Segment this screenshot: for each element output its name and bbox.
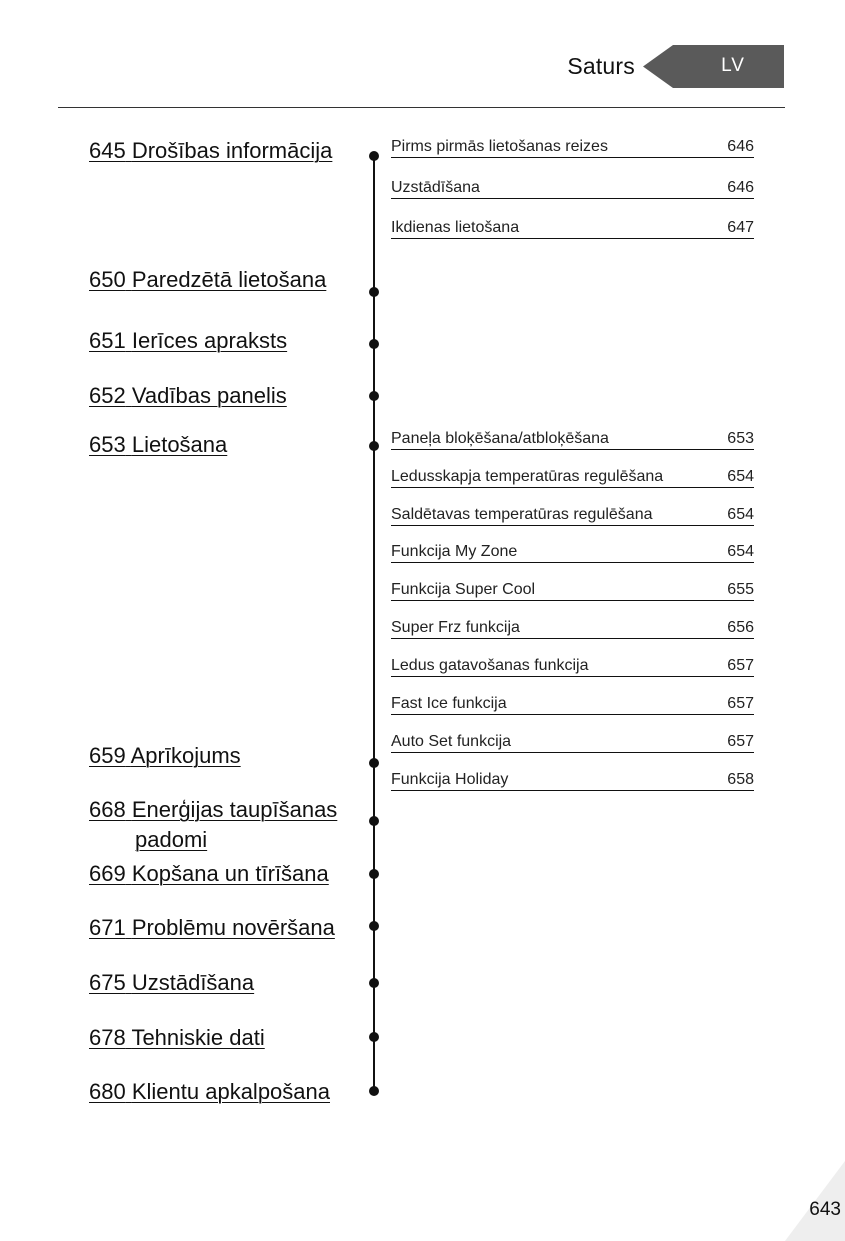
toc-dot bbox=[369, 391, 379, 401]
chapter-link-technical-data[interactable] bbox=[89, 1023, 359, 1053]
chapter-number: 669 bbox=[89, 861, 126, 886]
chapter-title: Lietošana bbox=[131, 432, 228, 457]
toc-dot bbox=[369, 1086, 379, 1096]
language-label: LV bbox=[721, 55, 745, 76]
chapter-link-operation[interactable] bbox=[89, 430, 359, 460]
chapter-title: Klientu apkalpošana bbox=[131, 1079, 330, 1104]
subsection-page: 654 bbox=[727, 506, 754, 523]
subsection-page: 657 bbox=[727, 695, 754, 712]
subsection-link[interactable] bbox=[391, 427, 754, 450]
page-title: Saturs bbox=[567, 53, 635, 79]
subsection-link[interactable] bbox=[391, 616, 754, 639]
subsection-link[interactable] bbox=[391, 540, 754, 563]
chapter-number: 659 bbox=[89, 743, 126, 768]
chapter-link-intended-use[interactable] bbox=[89, 265, 359, 295]
subsection-label: Ledusskapja temperatūras regulēšana bbox=[391, 468, 664, 485]
toc-dot bbox=[369, 151, 379, 161]
chapter-title: Uzstādīšana bbox=[131, 970, 255, 995]
chapter-title: Vadības panelis bbox=[131, 383, 287, 408]
subsection-link[interactable] bbox=[391, 135, 754, 158]
subsection-page: 646 bbox=[727, 138, 754, 155]
subsection-link[interactable] bbox=[391, 730, 754, 753]
subsection-label: Fast Ice funkcija bbox=[391, 695, 507, 712]
toc-dot bbox=[369, 978, 379, 988]
subsection-page: 654 bbox=[727, 543, 754, 560]
chapter-title: Enerģijas taupīšanas bbox=[131, 797, 338, 822]
subsection-label: Funkcija My Zone bbox=[391, 543, 518, 560]
chapter-link-troubleshooting[interactable] bbox=[89, 913, 359, 943]
chapter-number: 680 bbox=[89, 1079, 126, 1104]
subsection-link[interactable] bbox=[391, 654, 754, 677]
chapter-number: 675 bbox=[89, 970, 126, 995]
chapter-link-care-cleaning[interactable] bbox=[89, 859, 359, 889]
toc-dot bbox=[369, 441, 379, 451]
toc-dot bbox=[369, 921, 379, 931]
chapter-number: 652 bbox=[89, 383, 126, 408]
header-divider bbox=[58, 107, 785, 108]
page-number: 643 bbox=[809, 1199, 841, 1220]
subsection-link[interactable] bbox=[391, 578, 754, 601]
chapter-link-description[interactable] bbox=[89, 326, 359, 356]
chapter-link-control-panel[interactable] bbox=[89, 381, 359, 411]
subsection-label: Saldētavas temperatūras regulēšana bbox=[391, 506, 653, 523]
chapter-number: 645 bbox=[89, 138, 126, 163]
subsection-label: Super Frz funkcija bbox=[391, 619, 520, 636]
subsection-label: Auto Set funkcija bbox=[391, 733, 512, 750]
chapter-number: 651 bbox=[89, 328, 126, 353]
chapter-title: Aprīkojums bbox=[130, 743, 241, 768]
chapter-number: 678 bbox=[89, 1025, 126, 1050]
language-tab bbox=[643, 45, 784, 88]
toc-dot bbox=[369, 339, 379, 349]
subsection-page: 657 bbox=[727, 733, 754, 750]
chapter-link-customer-service[interactable] bbox=[89, 1077, 359, 1107]
chapter-title: Tehniskie dati bbox=[131, 1025, 265, 1050]
subsection-link[interactable] bbox=[391, 503, 754, 526]
subsection-label: Pirms pirmās lietošanas reizes bbox=[391, 138, 608, 155]
subsection-page: 654 bbox=[727, 468, 754, 485]
chapter-link-installation[interactable] bbox=[89, 968, 359, 998]
toc-dot bbox=[369, 816, 379, 826]
toc-dot bbox=[369, 758, 379, 768]
subsection-page: 647 bbox=[727, 219, 754, 236]
subsection-page: 656 bbox=[727, 619, 754, 636]
chapter-title: Problēmu novēršana bbox=[131, 915, 335, 940]
subsection-label: Uzstādīšana bbox=[391, 179, 480, 196]
subsection-page: 653 bbox=[727, 430, 754, 447]
subsection-page: 655 bbox=[727, 581, 754, 598]
chapter-link-safety[interactable] bbox=[89, 136, 359, 166]
chapter-title: Ierīces apraksts bbox=[131, 328, 288, 353]
subsection-link[interactable] bbox=[391, 216, 754, 239]
subsection-label: Funkcija Super Cool bbox=[391, 581, 536, 598]
chapter-title-line2: padomi bbox=[135, 827, 208, 852]
chapter-number: 650 bbox=[89, 267, 126, 292]
toc-dot bbox=[369, 287, 379, 297]
subsection-label: Ikdienas lietošana bbox=[391, 219, 520, 236]
subsection-link[interactable] bbox=[391, 176, 754, 199]
subsection-label: Ledus gatavošanas funkcija bbox=[391, 657, 589, 674]
subsection-page: 658 bbox=[727, 771, 754, 788]
subsection-label: Funkcija Holiday bbox=[391, 771, 509, 788]
toc-dot bbox=[369, 1032, 379, 1042]
chapter-title: Drošības informācija bbox=[131, 138, 333, 163]
chapter-link-accessories[interactable] bbox=[89, 741, 359, 771]
chapter-title: Paredzētā lietošana bbox=[131, 267, 327, 292]
toc-dot bbox=[369, 869, 379, 879]
chapter-number: 671 bbox=[89, 915, 126, 940]
subsection-label: Paneļa bloķēšana/atbloķēšana bbox=[391, 430, 609, 447]
chapter-link-energy-tips[interactable] bbox=[89, 795, 359, 855]
subsection-link[interactable] bbox=[391, 465, 754, 488]
chapter-number: 668 bbox=[89, 797, 126, 822]
subsection-link[interactable] bbox=[391, 692, 754, 715]
subsection-link[interactable] bbox=[391, 768, 754, 791]
chapter-title: Kopšana un tīrīšana bbox=[131, 861, 329, 886]
subsection-page: 657 bbox=[727, 657, 754, 674]
chapter-number: 653 bbox=[89, 432, 126, 457]
subsection-page: 646 bbox=[727, 179, 754, 196]
